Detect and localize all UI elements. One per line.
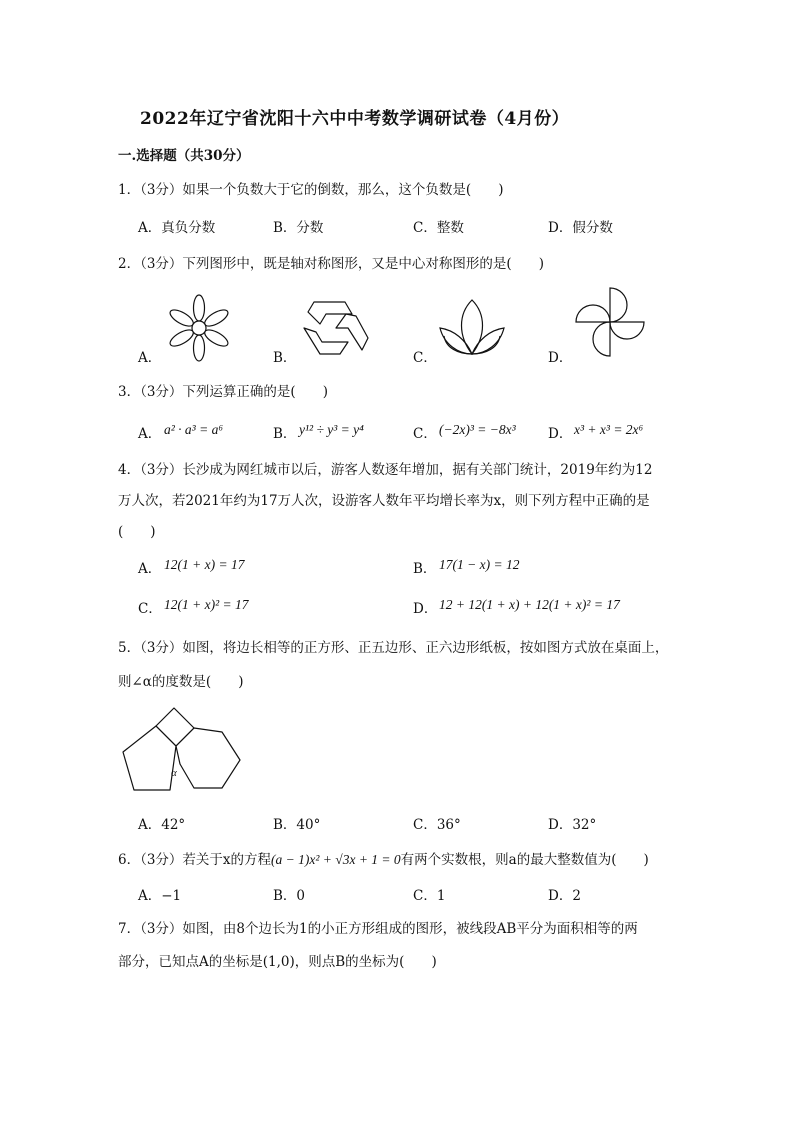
q2-option-c[interactable]: C． [413,350,437,366]
q2-option-a[interactable]: A． [138,350,162,366]
q1-option-a[interactable]: A．真负分数 [138,220,216,236]
q3-option-c[interactable]: (−2x)³ = −8x³ [439,422,516,437]
question-6-stem-post: 有两个实数根，则a的最大整数值为( ) [400,852,649,868]
square-shape [156,708,194,746]
question-4-stem-line1: 4．（3分）长沙成为网红城市以后，游客人数逐年增加，据有关部门统计，2019年约为12 [118,462,653,478]
q3-option-a[interactable]: a² · a³ = a⁶ [164,422,224,437]
q1-option-c[interactable]: C．整数 [413,220,464,236]
q6-option-b[interactable]: B．0 [273,888,306,904]
q4-option-d[interactable]: 12 + 12(1 + x) + 12(1 + x)² = 17 [439,597,620,612]
q5-option-b[interactable]: B．40° [273,817,321,833]
page-title: 2022年辽宁省沈阳十六中中考数学调研试卷（4月份） [140,109,570,129]
recycle-triangle-icon [300,298,370,360]
question-2-stem: 2．（3分）下列图形中，既是轴对称图形，又是中心对称图形的是( ) [118,256,544,272]
q4-option-a-label[interactable]: A． [138,561,162,577]
q5-option-d[interactable]: D．32° [548,817,597,833]
q1-option-d[interactable]: D．假分数 [548,220,613,236]
pentagon-shape [123,726,176,790]
q4-option-b[interactable]: 17(1 − x) = 12 [439,557,520,572]
question-1-stem: 1．（3分）如果一个负数大于它的倒数，那么，这个负数是( ) [118,182,504,198]
q3-option-a-label[interactable]: A． [138,426,162,442]
q3-option-d-label[interactable]: D． [548,426,573,442]
q3-option-b-label[interactable]: B． [273,426,297,442]
question-3-stem: 3．（3分）下列运算正确的是( ) [118,384,328,400]
question-5-stem-line1: 5．（3分）如图，将边长相等的正方形、正五边形、正六边形纸板，按如图方式放在桌面上， [118,640,669,656]
q3-option-d[interactable]: x³ + x³ = 2x⁶ [574,422,644,437]
q4-option-c[interactable]: 12(1 + x)² = 17 [164,597,249,612]
question-4-stem-line2: 万人次，若2021年约为17万人次，设游客人数年平均增长率为x，则下列方程中正确的是 [118,493,650,509]
hexagon-shape [176,728,240,788]
q2-option-d[interactable]: D． [548,350,573,366]
question-7-stem-line1: 7．（3分）如图，由8个边长为1的小正方形组成的图形，被线段AB平分为面积相等的两 [118,921,638,937]
q4-option-a[interactable]: 12(1 + x) = 17 [164,557,245,572]
question-6-stem-pre: 6．（3分）若关于x的方程 [118,852,272,868]
q4-option-b-label[interactable]: B． [413,561,437,577]
q6-option-a[interactable]: A．−1 [138,888,182,904]
question-5-stem-line2: 则∠α的度数是( ) [118,674,244,690]
question-4-stem-line3: ( ) [118,524,156,540]
q6-option-c[interactable]: C．1 [413,888,446,904]
q5-option-a[interactable]: A．42° [138,817,186,833]
question-6-stem [118,848,649,868]
lotus-icon [436,296,508,358]
q4-option-d-label[interactable]: D． [413,601,438,617]
flower-icon [163,292,235,364]
question-7-stem-line2: 部分，已知点A的坐标是(1,0)，则点B的坐标为( ) [118,954,437,970]
section-heading: 一.选择题（共30分） [118,148,250,164]
question-6-equation: (a − 1)x² + √3x + 1 = 0 [271,852,401,867]
q3-option-b[interactable]: y¹² ÷ y³ = y⁴ [299,422,364,437]
q3-option-c-label[interactable]: C． [413,426,437,442]
polygons-figure [118,702,244,796]
q5-option-c[interactable]: C．36° [413,817,461,833]
pinwheel-icon [574,286,646,358]
q2-option-b[interactable]: B． [273,350,297,366]
q1-option-b[interactable]: B．分数 [273,220,324,236]
q4-option-c-label[interactable]: C． [138,601,162,617]
angle-alpha-label: α [171,767,177,779]
q6-option-d[interactable]: D．2 [548,888,581,904]
